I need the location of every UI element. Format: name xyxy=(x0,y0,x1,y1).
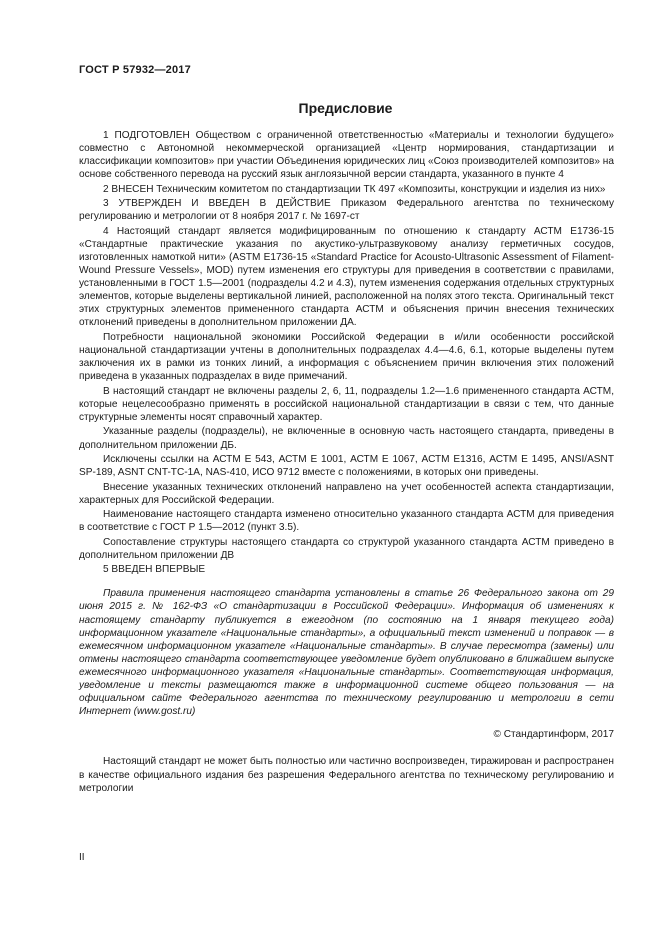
reproduction-notice xyxy=(79,755,614,794)
application-rules-notice: Правила применения настоящего стандарта установлены в статье 26 Федерального закона от 29 июня 2015 г. № 162-ФЗ «О стандартизации в Российской Федерации». Информация об изменениях к настоящему стандарту публикуется в ежегодном (по состоянию на 1 января текущего года) информационном указателе «Национальные стандарты», а официальный текст изменений и поправок — в ежемесячном информационном указателе «Национальные стандарты». В случае пересмотра (замены) или отмены настоящего стандарта соответствующее уведомление будет опубликовано в ближайшем выпуске ежемесячного информационного указателя «Национальные стандарты». Соответствующая информация, уведомление и тексты размещаются также в информационной системе общего пользования — на официальном сайте Федерального агентства по техническому регулированию и метрологии в сети Интернет (www.gost.ru) xyxy=(79,588,614,718)
paragraph-excluded-sections: В настоящий стандарт не включены разделы 2, 6, 11, подразделы 1.2—1.6 примененного стандарта АСТМ, которые нецелесообразно применять в российской национальной стандартизации в связи с тем, что данные структурные элементы носят справочный характер. xyxy=(79,385,614,423)
paragraph-deviations: Внесение указанных технических отклонений направлено на учет особенностей аспекта стандартизации, характерных для Российской Федерации. xyxy=(79,481,614,506)
foreword-body xyxy=(79,129,614,795)
paragraph-modification: 4 Настоящий стандарт является модифицированным по отношению к стандарту АСТМ Е1736-15 «Стандартные практические указания по акустико-ультразвуковому анализу герметичных сосудов, изготовленных намоткой нити» (ASTM E1736-15 «Standard Practice for Acousto-Ultrasonic Assessment of Filament-Wound Pressure Vessels», MOD) путем изменения его структуры для приведения в соответствии с правилами, установленными в ГОСТ 1.5—2001 (подразделы 4.2 и 4.3), путем изменения содержания отдельных структурных элементов, которые выделены вертикальной линией, расположенной на полях этого текста. Оригинальный текст этих структурных элементов примененного стандарта АСТМ и объяснения причин внесения технических отклонений приведены в дополнительном приложении ДА. xyxy=(79,225,614,329)
paragraph-title-change: Наименование настоящего стандарта изменено относительно указанного стандарта АСТМ для приведения в соответствие с ГОСТ Р 1.5—2012 (пункт 3.5). xyxy=(79,509,614,534)
paragraph-appendix-db: Указанные разделы (подразделы), не включенные в основную часть настоящего стандарта, приведены в дополнительном приложении ДБ. xyxy=(79,426,614,451)
standard-id-header: ГОСТ Р 57932—2017 xyxy=(79,64,191,76)
paragraph-introduced: 5 ВВЕДЕН ВПЕРВЫЕ xyxy=(103,564,206,576)
paragraph-national-needs: Потребности национальной экономики Российской Федерации в и/или особенности российской национальной стандартизации учтены в дополнительных подразделах 4.4—4.6, 6.1, которые выделены путем заключения их в рамки из тонких линий, а информация с объяснением причин включения этих положений приведена в указанных подразделах в виде примечаний. xyxy=(79,331,614,383)
paragraph-prepared-by: 1 ПОДГОТОВЛЕН Обществом с ограниченной ответственностью «Материалы и технологии будущего» совместно с Автономной некоммерческой организацией «Центр нормирования, стандартизации и классификации композитов» при участии Объединения юридических лиц «Союз производителей композитов» на основе собственного перевода на русский язык англоязычной версии стандарта, указанного в пункте 4 xyxy=(79,130,614,181)
reproduction-text: Настоящий стандарт не может быть полностью или частично воспроизведен, тиражирован и распространен в качестве официального издания без разрешения Федерального агентства по техническому регулированию и метрологии xyxy=(79,756,614,794)
paragraph-approved: 3 УТВЕРЖДЕН И ВВЕДЕН В ДЕЙСТВИЕ Приказом Федерального агентства по техническому регулированию и метрологии от 8 ноября 2017 г. № 1697-ст xyxy=(79,198,614,223)
copyright: © Стандартинформ, 2017 xyxy=(493,729,614,741)
page-title: Предисловие xyxy=(298,100,393,116)
paragraph-submitted-by: 2 ВНЕСЕН Техническим комитетом по стандартизации ТК 497 «Композиты, конструкции и изделия из них» xyxy=(103,183,606,195)
page-number: II xyxy=(79,852,85,863)
paragraph-structure-comparison: Сопоставление структуры настоящего стандарта со структурой указанного стандарта АСТМ приведено в дополнительном приложении ДВ xyxy=(79,536,614,561)
paragraph-excluded-references: Исключены ссылки на АСТМ Е 543, АСТМ Е 1001, АСТМ Е 1067, АСТМ Е1316, АСТМ Е 1495, ANSI/ASNT SP-189, ASNT CNT-TC-1A, NAS-410, ИСО 9712 вместе с положениями, в которых они приведены. xyxy=(79,453,614,479)
